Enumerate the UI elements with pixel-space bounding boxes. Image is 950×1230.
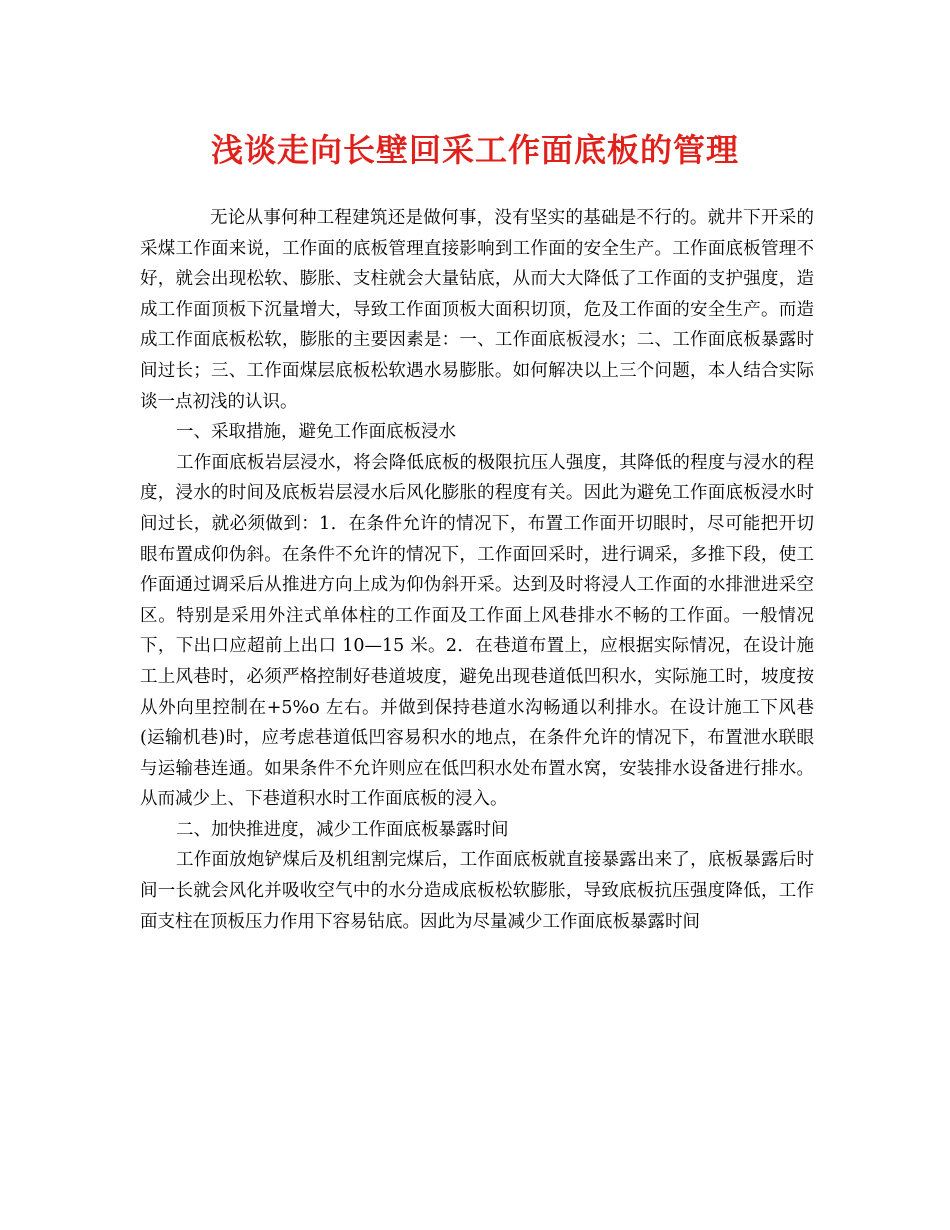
- document-body: [140, 203, 814, 937]
- section-1-paragraph: 工作面底板岩层浸水，将会降低底板的极限抗压人强度，其降低的程度与浸水的程度，浸水的时间及底板岩层浸水后风化膨胀的程度有关。因此为避免工作面底板浸水时间过长，就必须做到：1．在条件允许的情况下，布置工作面开切眼时，尽可能把开切眼布置成仰伪斜。在条件不允许的情况下，工作面回采时，进行调采，多推下段，使工作面通过调采后从推进方向上成为仰伪斜开采。达到及时将浸人工作面的水排泄进采空区。特别是采用外注式单体柱的工作面及工作面上风巷排水不畅的工作面。一般情况下，下出口应超前上出口 10—15 米。2．在巷道布置上，应根据实际情况，在设计施工上风巷时，必须严格控制好巷道坡度，避免出现巷道低凹积水，实际施工时，坡度按从外向里控制在+5%o 左右。并做到保持巷道水沟畅通以利排水。在设计施工下风巷(运输机巷)时，应考虑巷道低凹容易积水的地点，在条件允许的情况下，布置泄水联眼与运输巷连通。如果条件不允许则应在低凹积水处布置水窝，安装排水设备进行排水。从而减少上、下巷道积水时工作面底板的浸入。: [140, 452, 814, 810]
- section-heading-2: 二、加快推进度，减少工作面底板暴露时间: [176, 819, 509, 840]
- intro-paragraph: 无论从事何种工程建筑还是做何事，没有坚实的基础是不行的。就井下开采的采煤工作面来说，工作面的底板管理直接影响到工作面的安全生产。工作面底板管理不好，就会出现松软、膨胀、支柱就会大量钻底，从而大大降低了工作面的支护强度，造成工作面顶板下沉量增大，导致工作面顶板大面积切顶，危及工作面的安全生产。而造成工作面底板松软，膨胀的主要因素是：一、工作面底板浸水；二、工作面底板暴露时间过长；三、工作面煤层底板松软遇水易膨胀。如何解决以上三个问题，本人结合实际谈一点初浅的认识。: [140, 208, 814, 412]
- section-heading-1: 一、采取措施，避免工作面底板浸水: [176, 422, 456, 443]
- section-2-paragraph: 工作面放炮铲煤后及机组割完煤后，工作面底板就直接暴露出来了，底板暴露后时间一长就会风化并吸收空气中的水分造成底板松软膨胀，导致底板抗压强度降低，工作面支柱在顶板压力作用下容易钻底。因此为尽量减少工作面底板暴露时间: [140, 850, 814, 932]
- document-title: 浅谈走向长壁回采工作面底板的管理: [210, 131, 739, 169]
